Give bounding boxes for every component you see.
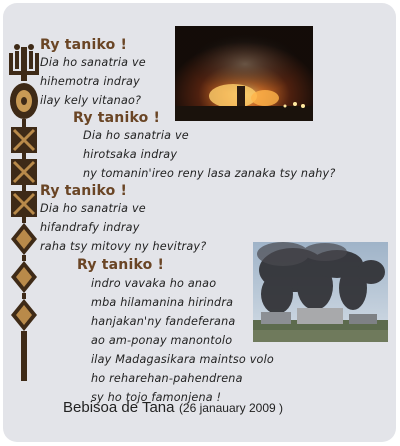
poem <box>3 3 396 442</box>
stanza4-line4: hanjakan'ny fandeferana <box>91 315 236 328</box>
stanza2-refrain: Ry taniko ! <box>73 110 161 126</box>
stanza3-line4: raha tsy mitovy ny hevitray? <box>40 240 207 253</box>
stanza4-refrain: Ry taniko ! <box>77 257 165 273</box>
stanza3-line3: hifandrafy indray <box>40 221 140 234</box>
stanza4-line2: indro vavaka ho anao <box>91 277 217 290</box>
stanza1-line2: Dia ho sanatria ve <box>40 56 146 69</box>
poem-card <box>3 3 396 442</box>
stanza2-line3: hirotsaka indray <box>83 148 178 161</box>
stanza2-line1 <box>73 110 160 126</box>
author-name: Bebisoa de Tana <box>63 399 175 416</box>
stanza1-line3: hihemotra indray <box>40 75 140 88</box>
stanza4-line5: ao am-ponay manontolo <box>91 334 233 347</box>
stanza4-line1 <box>77 257 164 273</box>
stanza4-line7: ho reharehan-pahendrena <box>91 372 243 385</box>
signature <box>63 399 283 417</box>
stanza4-line8: sy ho tojo famonjena ! <box>91 391 222 404</box>
stanza4-line6: ilay Madagasikara maintso volo <box>91 353 274 366</box>
stanza2-line2: Dia ho sanatria ve <box>83 129 189 142</box>
stanza1-line4: ilay kely vitanao? <box>40 94 142 107</box>
stanza2-line4: ny tomanin'ireo reny lasa zanaka tsy nahy? <box>83 167 336 180</box>
poem-date: (26 janauary 2009 ) <box>178 401 284 415</box>
stanza3-line2: Dia ho sanatria ve <box>40 202 146 215</box>
stanza3-refrain: Ry taniko ! <box>40 183 128 199</box>
stanza3-line1 <box>40 183 127 199</box>
stanza1-refrain: Ry taniko ! <box>40 37 128 53</box>
stanza1-line1 <box>40 37 127 53</box>
stanza4-line3: mba hilamanina hirindra <box>91 296 234 309</box>
